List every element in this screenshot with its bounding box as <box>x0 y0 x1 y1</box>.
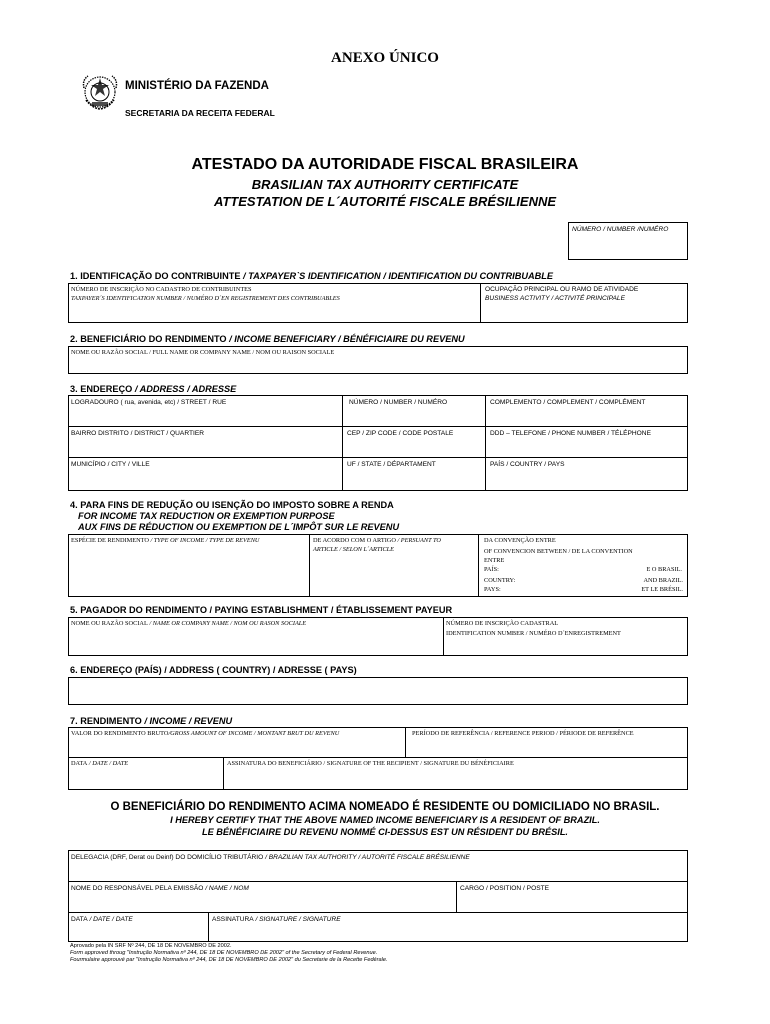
district-field[interactable] <box>69 427 341 457</box>
section-6-heading: 6. ENDEREÇO (PAÍS) / ADDRESS ( COUNTRY) / ADRESSE ( PAYS) <box>70 665 357 675</box>
business-activity-label-pt: OCUPAÇÃO PRINCIPAL OU RAMO DE ATIVIDADE <box>485 286 639 293</box>
tax-office-label-translation: / BRAZILIAN TAX AUTHORITY / AUTORITÉ FISCALE BRÉSILIENNE <box>263 854 470 861</box>
complement-label: COMPLEMENTO / COMPLEMENT / COMPLÉMENT <box>490 399 646 406</box>
convention-label-1: DA CONVENÇÃO ENTRE <box>484 537 556 544</box>
section-1-heading <box>70 271 553 281</box>
certificate-number-label: NÚMERO / NUMBER /NUMÉRO <box>572 226 669 233</box>
issuer-name-label <box>71 884 249 893</box>
zip-code-label: CEP / ZIP CODE / CODE POSTALE <box>347 430 454 437</box>
beneficiary-date-label <box>71 759 128 768</box>
zip-code-field[interactable] <box>343 427 484 457</box>
section-7-heading-translation: / INCOME / REVENU <box>141 716 233 726</box>
gross-amount-label <box>71 729 339 738</box>
article-label-en: / PERSUANT TO <box>395 537 441 544</box>
article-label-line-1 <box>313 536 441 545</box>
gross-amount-label-translation: /GROSS AMOUNT OF INCOME / MONTANT BRUT DU REVENU <box>168 730 340 737</box>
street-number-field[interactable] <box>343 396 484 426</box>
issue-date-label <box>71 915 133 924</box>
footer-approval-pt: Aprovado pela IN SRF Nº 244, DE 18 DE NOVEMBRO DE 2002. <box>70 943 232 949</box>
gross-amount-label-pt: VALOR DO RENDIMENTO BRUTO <box>71 730 169 737</box>
certification-pt: O BENEFICIÁRIO DO RENDIMENTO ACIMA NOMEADO É RESIDENTE OU DOMICILIADO NO BRASIL. <box>110 801 660 813</box>
country-pt-label: PAÍS: <box>484 566 499 573</box>
section-3-heading <box>70 384 236 394</box>
phone-label: DDD – TELEFONE / PHONE NUMBER / TÉLÉPHONE <box>490 430 651 437</box>
issuer-signature-label-pt: ASSINATURA <box>212 916 254 923</box>
payer-country-address-field[interactable] <box>68 677 688 705</box>
section-2-heading-pt: 2. BENEFICIÁRIO DO RENDIMENTO <box>70 334 227 344</box>
section-1-heading-translation: / TAXPAYER`S IDENTIFICATION / IDENTIFICATION DU CONTRIBUABLE <box>240 271 554 281</box>
taxpayer-number-label-en: TAXPAYER´S IDENTIFICATION NUMBER / NUMÉRO D´EN REGISTREMENT DES CONTRIBUABLES <box>71 295 340 302</box>
reference-period-label: PERÍODO DE REFERÊNCIA / REFERENCE PERIOD / PÉRIODE DE REFERÊNCE <box>412 730 634 737</box>
title-en: BRASILIAN TAX AUTHORITY CERTIFICATE <box>251 177 519 192</box>
brazil-pt-label: E O BRASIL. <box>646 566 682 573</box>
footer-approval-en: Form approved throug "Instrução Normativa nº 244, DE 18 DE NOVEMBRO DE 2002" of the Secretary of Federal Revenue. <box>70 950 378 956</box>
section-4-heading-fr: AUX FINS DE RÉDUCTION OU EXEMPTION DE L´IMPÔT SUR LE REVENU <box>78 522 400 532</box>
section-5-heading: 5. PAGADOR DO RENDIMENTO / PAYING ESTABLISHMENT / ÉTABLISSEMENT PAYEUR <box>70 605 453 615</box>
city-field[interactable] <box>69 458 341 490</box>
payer-name-label <box>71 619 306 628</box>
income-type-field[interactable] <box>69 535 308 596</box>
convention-label-3: ENTRE <box>484 557 505 564</box>
country-field[interactable] <box>486 458 687 490</box>
street-number-label: NÚMERO / NUMBER / NUMÉRO <box>349 399 448 406</box>
business-activity-label-en: BUSINESS ACTIVITY / ACTIVITÉ PRINCIPALE <box>485 295 625 302</box>
taxpayer-number-field[interactable] <box>69 284 479 322</box>
section-2-heading <box>70 334 465 344</box>
issuer-position-field[interactable] <box>457 882 687 912</box>
gross-amount-field[interactable] <box>69 728 404 757</box>
issuer-position-label: CARGO / POSITION / POSTE <box>460 885 550 892</box>
article-field[interactable] <box>310 535 477 596</box>
issue-date-field[interactable] <box>69 913 207 941</box>
payer-registration-label-2: IDENTIFICATION NUMBER / NUMÉRO D´ENREGISTREMENT <box>446 630 621 637</box>
section-3-heading-pt: 3. ENDEREÇO <box>70 384 133 394</box>
state-label: UF / STATE / DÉPARTAMENT <box>347 461 436 468</box>
beneficiary-signature-field[interactable] <box>224 758 687 789</box>
certificate-number-field[interactable] <box>568 222 688 260</box>
income-type-label-translation: / TYPE OF INCOME / TYPE DE REVENU <box>148 537 260 544</box>
beneficiary-name-label: NOME OU RAZÃO SOCIAL / FULL NAME OR COMPANY NAME / NOM OU RAISON SOCIALE <box>71 349 335 356</box>
country-fr-label: PAYS: <box>484 586 501 593</box>
brazil-en-label: AND BRAZIL. <box>643 577 683 584</box>
issuer-name-label-translation: / NAME / NOM <box>203 885 249 892</box>
convention-field[interactable] <box>479 535 687 596</box>
section-7-heading-pt: 7. RENDIMENTO <box>70 716 142 726</box>
business-activity-field[interactable] <box>481 284 687 322</box>
income-type-label-pt: ESPÉCIE DE RENDIMENTO <box>71 537 149 544</box>
issue-date-label-pt: DATA <box>71 916 88 923</box>
beneficiary-date-label-translation: / DATE / DATE <box>87 760 129 767</box>
article-label-line-2: ARTICLE / SELON L´ARTICLE <box>313 546 394 553</box>
convention-label-2: OF CONVENCION BETWEEN / DE LA CONVENTION <box>484 548 633 555</box>
section-7-heading <box>70 716 232 726</box>
issuer-name-label-pt: NOME DO RESPONSÁVEL PELA EMISSÃO <box>71 885 204 892</box>
beneficiary-name-field[interactable] <box>68 346 688 374</box>
street-label: LOGRADOURO ( rua, avenida, etc) / STREET / RUE <box>71 399 227 406</box>
beneficiary-signature-label: ASSINATURA DO BENEFICIÁRIO / SIGNATURE OF THE RECIPIENT / SIGNATURE DU BÉNÉFICIAIRE <box>227 760 514 767</box>
street-field[interactable] <box>69 396 341 426</box>
section-3-heading-translation: / ADDRESS / ADRESSE <box>132 384 237 394</box>
income-type-label <box>71 536 259 545</box>
issuer-signature-label-translation: / SIGNATURE / SIGNATURE <box>253 916 341 923</box>
section-2-heading-translation: / INCOME BENEFICIARY / BÉNÉFICIAIRE DU REVENU <box>226 334 465 344</box>
certification-en: I HEREBY CERTIFY THAT THE ABOVE NAMED INCOME BENEFICIARY IS A RESIDENT OF BRAZIL. <box>170 815 600 825</box>
payer-registration-field[interactable] <box>444 618 687 655</box>
payer-name-label-pt: NOME OU RAZÃO SOCIAL <box>71 620 148 627</box>
payer-name-field[interactable] <box>69 618 442 655</box>
country-en-label: COUNTRY: <box>484 577 516 584</box>
article-label-pt: DE ACORDO COM O ARTIGO <box>313 537 396 544</box>
beneficiary-date-field[interactable] <box>69 758 222 789</box>
phone-field[interactable] <box>486 427 687 457</box>
brazil-fr-label: ET LE BRÉSIL. <box>641 586 683 593</box>
annex-title: ANEXO ÚNICO <box>331 50 439 66</box>
reference-period-field[interactable] <box>406 728 687 757</box>
tax-office-label <box>71 853 470 862</box>
section-4-heading-en: FOR INCOME TAX REDUCTION OR EXEMPTION PURPOSE <box>78 511 335 521</box>
district-label: BAIRRO DISTRITO / DISTRICT / QUARTIER <box>71 430 204 437</box>
title-fr: ATTESTATION DE L´AUTORITÉ FISCALE BRÉSILIENNE <box>213 194 557 209</box>
footer-approval-fr: Fourmulaire approuvé par "Instrução Normativa nº 244, DE 18 DE NOVEMBRO DE 2002" du Secretarie de la Recette Fedérale. <box>70 957 388 963</box>
country-label: PAÍS / COUNTRY / PAYS <box>490 461 565 468</box>
ministry-label: MINISTÉRIO DA FAZENDA <box>125 80 269 92</box>
title-pt: ATESTADO DA AUTORIDADE FISCAL BRASILEIRA <box>191 156 579 173</box>
section-4-heading-pt: 4. PARA FINS DE REDUÇÃO OU ISENÇÃO DO IMPOSTO SOBRE A RENDA <box>70 500 394 510</box>
secretariat-label: SECRETARIA DA RECEITA FEDERAL <box>125 108 275 118</box>
payer-registration-label-1: NÚMERO DE INSCRIÇÃO CADASTRAL <box>446 620 559 627</box>
issuer-signature-label <box>212 915 341 924</box>
city-label: MUNICÍPIO / CITY / VILLE <box>71 461 150 468</box>
tax-office-label-pt: DELEGACIA (DRF, Derat ou Deinf) DO DOMICÍLIO TRIBUTÁRIO <box>71 854 264 861</box>
section-1-heading-pt: 1. IDENTIFICAÇÃO DO CONTRIBUINTE <box>70 271 241 281</box>
coat-of-arms-icon <box>80 72 120 112</box>
state-field[interactable] <box>343 458 484 490</box>
payer-name-label-translation: / NAME OR COMPANY NAME / NOM OU RASON SOCIALE <box>147 620 307 627</box>
issuer-name-field[interactable] <box>69 882 455 912</box>
complement-field[interactable] <box>486 396 687 426</box>
issue-date-label-translation: / DATE / DATE <box>87 916 133 923</box>
certification-fr: LE BÉNÉFICIAIRE DU REVENU NOMMÉ CI-DESSUS EST UN RÉSIDENT DU BRÉSIL. <box>201 827 568 837</box>
tax-office-field[interactable] <box>69 851 687 881</box>
beneficiary-date-label-pt: DATA <box>71 760 88 767</box>
taxpayer-number-label-pt: NÚMERO DE INSCRIÇÃO NO CADASTRO DE CONTRIBUINTES <box>71 286 252 293</box>
issuer-signature-field[interactable] <box>209 913 687 941</box>
